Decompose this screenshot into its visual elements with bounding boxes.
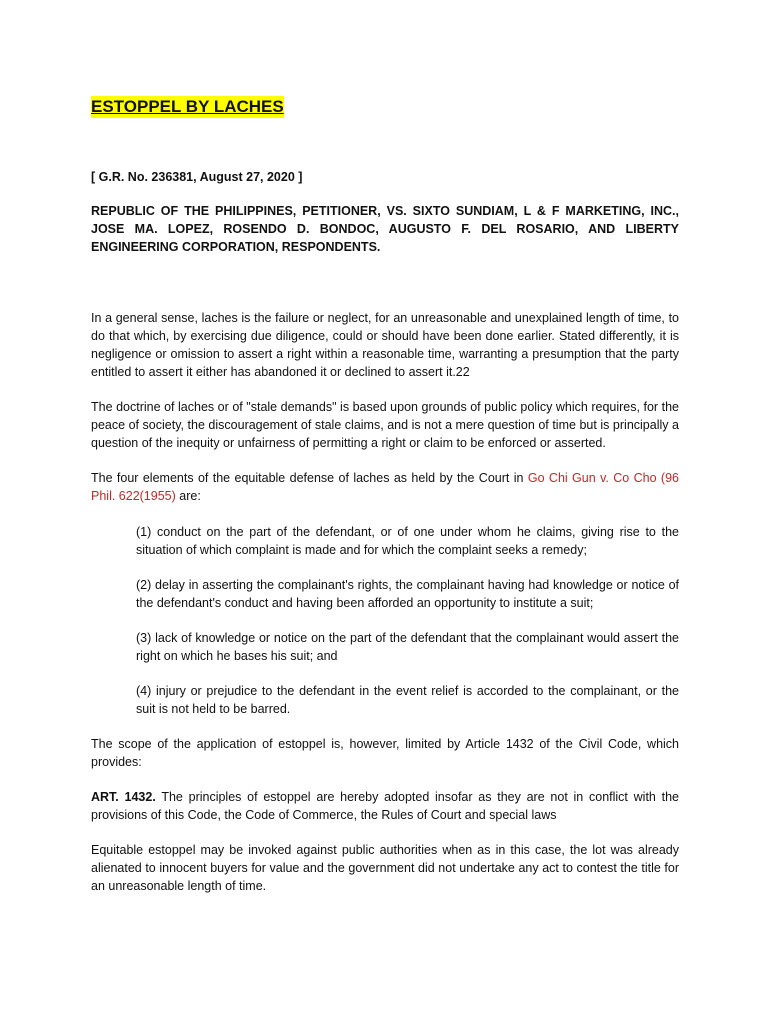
paragraph-article-1432 xyxy=(91,788,679,824)
list-item: (1) conduct on the part of the defendant, or of one under whom he claims, giving rise to the situation of which complaint is made and for which the complaint seeks a remedy; xyxy=(136,525,679,557)
list-item: (4) injury or prejudice to the defendant in the event relief is accorded to the complainant, or the suit is not held to be barred. xyxy=(136,684,679,716)
article-text: The principles of estoppel are hereby adopted insofar as they are not in conflict with the provisions of this Code, the Code of Commerce, the Rules of Court and special laws xyxy=(91,790,680,822)
paragraph-equitable-estoppel: Equitable estoppel may be invoked against public authorities when as in this case, the lot was already alienated to innocent buyers for value and the government did not undertake any act to contest the title for an unreasonable length of time. xyxy=(91,843,679,893)
list-item: (2) delay in asserting the complainant's rights, the complainant having had knowledge or notice of the defendant's conduct and having been afforded an opportunity to institute a suit; xyxy=(136,578,679,610)
paragraph-stale-demands: The doctrine of laches or of "stale demands" is based upon grounds of public policy which requires, for the peace of society, the discouragement of stale claims, and is not a mere question of time but is principally a question of the inequity or unfairness of permitting a right or claim to be enforced or asserted. xyxy=(91,400,679,450)
list-item: (3) lack of knowledge or notice on the part of the defendant that the complainant would assert the right on which he bases his suit; and xyxy=(136,631,679,663)
case-parties: REPUBLIC OF THE PHILIPPINES, PETITIONER, VS. SIXTO SUNDIAM, L & F MARKETING, INC., JOSE MA. LOPEZ, ROSENDO D. BONDOC, AUGUSTO F. DEL ROSARIO, AND LIBERTY ENGINEERING CORPORATION, RESPONDENTS. xyxy=(91,204,679,254)
intro-text: The four elements of the equitable defense of laches as held by the Court in xyxy=(91,471,528,485)
intro-text-end: are: xyxy=(175,489,201,503)
document-title: ESTOPPEL BY LACHES xyxy=(91,97,284,116)
article-label: ART. 1432. xyxy=(91,790,156,804)
document-page xyxy=(91,96,679,895)
case-citation: Go Chi Gun v. Co Cho (96 Phil. 622(1955) xyxy=(91,471,679,503)
paragraph-scope: The scope of the application of estoppel is, however, limited by Article 1432 of the Civil Code, which provides: xyxy=(91,737,679,769)
case-number: [ G.R. No. 236381, August 27, 2020 ] xyxy=(91,170,303,184)
elements-list xyxy=(136,523,679,718)
paragraph-four-elements-intro xyxy=(91,469,679,505)
paragraph-laches-definition: In a general sense, laches is the failure or neglect, for an unreasonable and unexplained length of time, to do that which, by exercising due diligence, could or should have been done earlier. Stated differently, it is negligence or omission to assert a right within a reasonable time, warranting a presumption that the party entitled to assert it either has abandoned it or declined to assert it.22 xyxy=(91,311,679,379)
